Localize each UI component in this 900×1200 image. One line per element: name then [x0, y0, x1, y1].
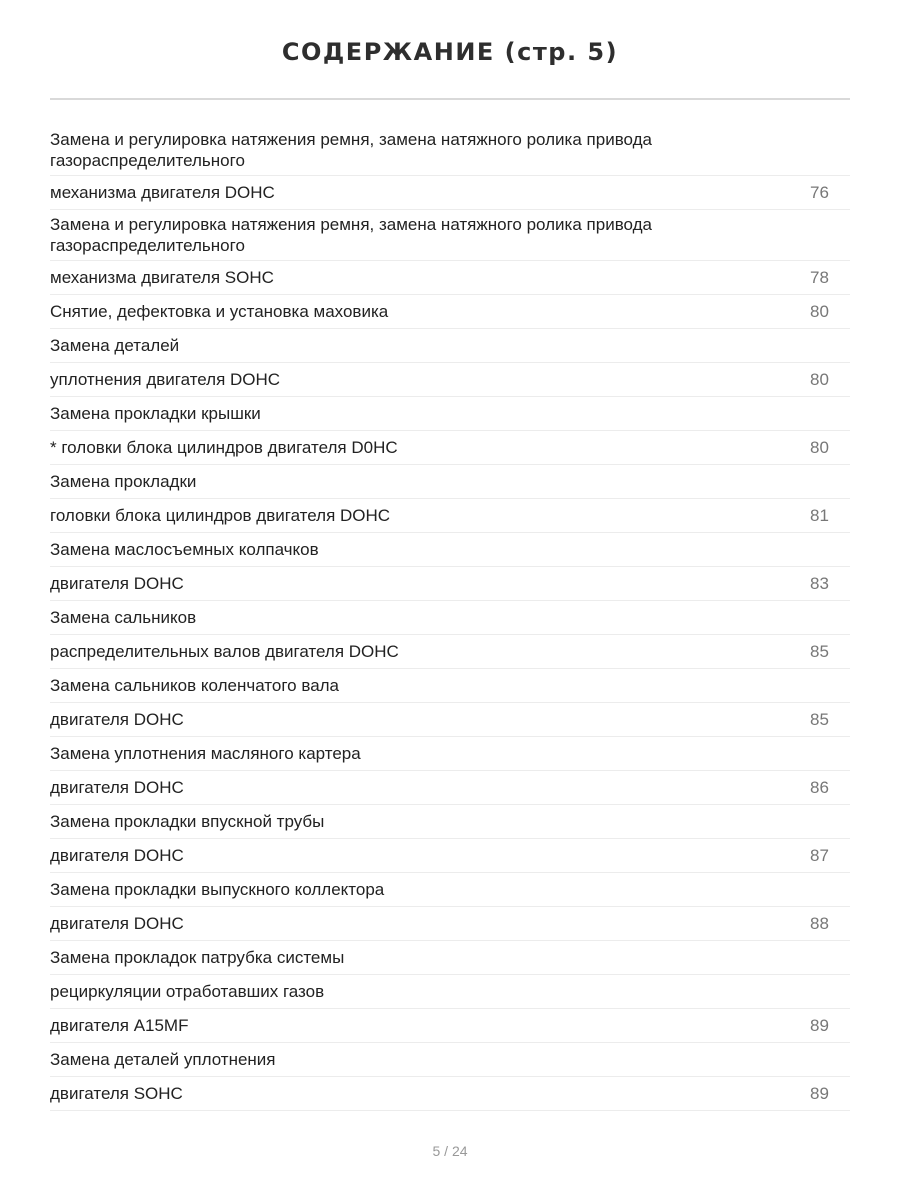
toc-entry[interactable] — [50, 176, 850, 210]
toc-entry[interactable] — [50, 1077, 850, 1111]
toc-entry-text: Замена прокладки крышки — [50, 404, 261, 423]
toc-entry-text: головки блока цилиндров двигателя DOHC — [50, 506, 391, 525]
toc-entry-text: уплотнения двигателя DOHC — [50, 370, 281, 389]
toc-entry[interactable] — [50, 873, 850, 907]
toc-entry-page: 85 — [810, 641, 829, 661]
toc-entry-text: механизма двигателя SOHC — [50, 268, 274, 287]
toc-entry-page: 87 — [810, 845, 829, 865]
toc-entry[interactable] — [50, 363, 850, 397]
toc-entry[interactable] — [50, 839, 850, 873]
toc-entry-text: двигателя A15MF — [50, 1016, 189, 1035]
page-indicator: 5 / 24 — [432, 1143, 468, 1159]
toc-entry[interactable] — [50, 125, 850, 176]
table-of-contents — [50, 125, 850, 1111]
toc-entry-page: 83 — [810, 573, 829, 593]
toc-entry-text: механизма двигателя DOHC — [50, 183, 275, 202]
toc-entry[interactable] — [50, 703, 850, 737]
toc-entry[interactable] — [50, 1043, 850, 1077]
toc-entry[interactable] — [50, 1009, 850, 1043]
toc-entry-text: Замена прокладки — [50, 472, 197, 491]
toc-entry-text: двигателя DOHC — [50, 778, 184, 797]
toc-entry[interactable] — [50, 975, 850, 1009]
toc-entry[interactable] — [50, 635, 850, 669]
toc-entry-page: 85 — [810, 709, 829, 729]
toc-entry-text: двигателя DOHC — [50, 710, 184, 729]
toc-entry[interactable] — [50, 431, 850, 465]
toc-entry[interactable] — [50, 907, 850, 941]
toc-entry-text: Замена маслосъемных колпачков — [50, 540, 319, 559]
toc-entry[interactable] — [50, 805, 850, 839]
toc-entry[interactable] — [50, 465, 850, 499]
toc-entry-text: Замена и регулировка натяжения ремня, замена натяжного ролика привода газораспределительного — [50, 215, 652, 255]
toc-entry[interactable] — [50, 261, 850, 295]
toc-entry[interactable] — [50, 329, 850, 363]
toc-entry[interactable] — [50, 533, 850, 567]
toc-entry-text: распределительных валов двигателя DOHC — [50, 642, 399, 661]
toc-entry-text: Замена прокладок патрубка системы — [50, 948, 345, 967]
toc-entry-page: 76 — [810, 182, 829, 202]
toc-entry[interactable] — [50, 295, 850, 329]
toc-entry-text: Замена сальников — [50, 608, 197, 627]
toc-entry[interactable] — [50, 669, 850, 703]
toc-entry-page: 89 — [810, 1015, 829, 1035]
toc-entry-text: Замена деталей — [50, 336, 180, 355]
toc-entry-text: Замена уплотнения масляного картера — [50, 744, 361, 763]
toc-entry[interactable] — [50, 601, 850, 635]
toc-entry-text: Снятие, дефектовка и установка маховика — [50, 302, 389, 321]
toc-entry-page: 78 — [810, 267, 829, 287]
toc-entry[interactable] — [50, 941, 850, 975]
toc-entry-text: * головки блока цилиндров двигателя D0HC — [50, 438, 398, 457]
toc-entry[interactable] — [50, 567, 850, 601]
toc-entry-text: двигателя DOHC — [50, 914, 184, 933]
toc-entry-page: 86 — [810, 777, 829, 797]
toc-entry-page: 80 — [810, 437, 829, 457]
toc-entry-text: Замена деталей уплотнения — [50, 1050, 276, 1069]
toc-entry[interactable] — [50, 499, 850, 533]
toc-entry[interactable] — [50, 210, 850, 261]
toc-entry-text: Замена прокладки выпускного коллектора — [50, 880, 385, 899]
toc-entry-text: Замена сальников коленчатого вала — [50, 676, 340, 695]
toc-entry[interactable] — [50, 771, 850, 805]
title-divider — [50, 98, 850, 100]
toc-entry-page: 81 — [810, 505, 829, 525]
toc-entry-page: 80 — [810, 369, 829, 389]
toc-entry-page: 80 — [810, 301, 829, 321]
toc-entry-text: Замена и регулировка натяжения ремня, замена натяжного ролика привода газораспределительного — [50, 130, 652, 170]
page-title: СОДЕРЖАНИЕ (стр. 5) — [281, 38, 619, 66]
toc-entry-text: двигателя DOHC — [50, 574, 184, 593]
toc-entry-text: рециркуляции отработавших газов — [50, 982, 325, 1001]
toc-entry[interactable] — [50, 737, 850, 771]
toc-entry-page: 89 — [810, 1083, 829, 1103]
toc-entry-text: Замена прокладки впускной трубы — [50, 812, 325, 831]
toc-entry[interactable] — [50, 397, 850, 431]
toc-entry-text: двигателя SOHC — [50, 1084, 183, 1103]
toc-entry-text: двигателя DOHC — [50, 846, 184, 865]
toc-entry-page: 88 — [810, 913, 829, 933]
